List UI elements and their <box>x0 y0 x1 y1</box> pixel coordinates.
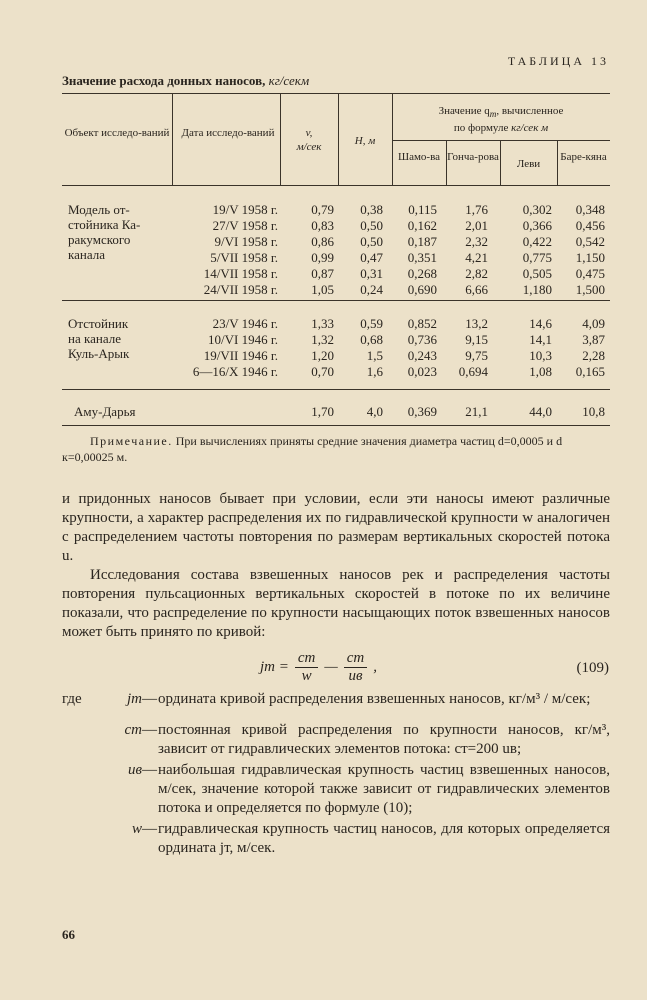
cell-q-levi: 14,6 <box>529 316 552 331</box>
cell-q-levi: 0,302 <box>522 202 552 217</box>
cell-q-shamov: 0,187 <box>407 234 437 249</box>
definitions-list <box>62 690 610 860</box>
header-subrule <box>392 140 610 141</box>
cell-q-barekyan: 0,348 <box>575 202 605 217</box>
cell-depth: 0,50 <box>360 218 383 233</box>
cell-date: 19/V 1958 г. <box>212 202 278 217</box>
cell-velocity: 0,87 <box>311 266 334 281</box>
paragraph-2: Исследования состава взвешенных наносов рек и распределения частоты повторения пульсационных вертикальных скоростей в потоке по их величине показали, что распределение по крупности насыщающих поток взвешенных наносов может быть принято по кривой: <box>62 567 610 640</box>
header-depth: H, м <box>354 135 376 147</box>
table-top-rule <box>62 93 610 94</box>
definition-item: cт — постоянная кривой распределения по крупности наносов, кг/м³, зависит от гидравлических элементов потока: cт=200 uв; <box>124 722 610 757</box>
object-label: Аму-Дарья <box>74 404 136 419</box>
cell-depth: 0,38 <box>360 202 383 217</box>
cell-q-shamov: 0,736 <box>407 332 437 347</box>
cell-q-barekyan: 0,542 <box>575 234 605 249</box>
cell-velocity: 1,32 <box>311 332 334 347</box>
table-group-divider <box>62 389 610 390</box>
cell-q-goncharov: 9,15 <box>465 332 488 347</box>
equation-number: (109) <box>576 660 609 676</box>
cell-depth: 0,68 <box>360 332 383 347</box>
table-caption: Значение расхода донных наносов, кг/секм <box>62 73 310 88</box>
definition-item: w — гидравлическая крупность частиц наносов, для которых определяется ордината jт, м/сек. <box>131 821 610 856</box>
cell-q-levi: 0,775 <box>522 250 552 265</box>
cell-date: 9/VI 1958 г. <box>214 234 278 249</box>
cell-velocity: 1,33 <box>311 316 334 331</box>
cell-date: 27/V 1958 г. <box>212 218 278 233</box>
cell-q-shamov: 0,115 <box>408 202 437 217</box>
cell-depth: 0,24 <box>360 282 383 297</box>
cell-date: 6—16/X 1946 г. <box>192 364 278 379</box>
header-barekyan: Баре-кяна <box>560 151 607 163</box>
cell-q-goncharov: 21,1 <box>465 404 488 419</box>
cell-q-levi: 44,0 <box>529 404 552 419</box>
cell-q-levi: 1,08 <box>529 364 552 379</box>
header-shamov: Шамо-ва <box>397 151 441 163</box>
definition-item: где jт — ордината кривой распределения взвешенных наносов, кг/м³ / м/сек; <box>62 691 591 707</box>
cell-q-goncharov: 2,01 <box>465 218 488 233</box>
header-object: Объект исследо-ваний <box>64 127 170 139</box>
cell-q-shamov: 0,162 <box>407 218 437 233</box>
cell-q-barekyan: 10,8 <box>582 404 605 419</box>
cell-q-shamov: 0,023 <box>407 364 437 379</box>
cell-q-levi: 10,3 <box>529 348 552 363</box>
cell-q-barekyan: 2,28 <box>582 348 605 363</box>
cell-velocity: 0,70 <box>311 364 334 379</box>
header-group: Значение $q_т$, вычисленное по формуле кг/сек м <box>438 105 564 135</box>
cell-q-shamov: 0,369 <box>407 404 437 419</box>
cell-q-barekyan: 3,87 <box>582 332 605 347</box>
cell-date: 19/VII 1946 г. <box>203 348 278 363</box>
table-header-rule <box>62 185 610 186</box>
cell-velocity: 0,99 <box>311 250 334 265</box>
definition-item: uв — наибольшая гидравлическая крупность частиц взвешенных наносов, м/сек, значение которой также зависит от гидравлических элементов потока и определяется по формуле (10); <box>127 762 610 816</box>
cell-date: 14/VII 1958 г. <box>203 266 278 281</box>
cell-velocity: 0,79 <box>311 202 334 217</box>
cell-q-goncharov: 2,82 <box>465 266 488 281</box>
header-goncharov: Гонча-рова <box>447 151 499 163</box>
table-note: Примечание. При вычислениях приняты средние значения диаметра частиц d=0,0005 и d к=0,00025 м. <box>62 434 563 464</box>
cell-q-barekyan: 0,456 <box>575 218 605 233</box>
cell-q-levi: 14,1 <box>529 332 552 347</box>
cell-depth: 0,31 <box>360 266 383 281</box>
cell-q-shamov: 0,351 <box>407 250 437 265</box>
object-label: Модель от- стойника Ка- ракумского канала <box>68 202 141 262</box>
formula-109: jт = $\frac{cт}{w}$ — $\frac{cт}{uв}$ , <box>260 650 377 684</box>
cell-q-levi: 0,505 <box>522 266 552 281</box>
cell-velocity: 0,83 <box>311 218 334 233</box>
cell-q-barekyan: 4,09 <box>582 316 605 331</box>
cell-q-goncharov: 2,32 <box>465 234 488 249</box>
cell-q-goncharov: 1,76 <box>465 202 488 217</box>
cell-q-shamov: 0,268 <box>407 266 437 281</box>
cell-depth: 1,5 <box>366 348 383 363</box>
header-divider <box>172 93 173 185</box>
header-velocity: v, м/сек <box>296 127 322 153</box>
table-bottom-rule <box>62 425 610 426</box>
cell-q-goncharov: 6,66 <box>465 282 488 297</box>
cell-q-shamov: 0,852 <box>407 316 437 331</box>
cell-q-levi: 0,366 <box>522 218 552 233</box>
cell-depth: 0,47 <box>360 250 383 265</box>
cell-depth: 0,50 <box>360 234 383 249</box>
cell-depth: 0,59 <box>360 316 383 331</box>
page-number: 66 <box>62 927 75 942</box>
cell-date: 24/VII 1958 г. <box>203 282 278 297</box>
cell-q-goncharov: 9,75 <box>465 348 488 363</box>
object-label: Отстойник на канале Куль-Арык <box>68 316 130 361</box>
cell-q-shamov: 0,690 <box>407 282 437 297</box>
cell-q-barekyan: 1,500 <box>575 282 605 297</box>
table-group-divider <box>62 300 610 301</box>
cell-q-goncharov: 13,2 <box>465 316 488 331</box>
cell-date: 10/VI 1946 г. <box>208 332 278 347</box>
cell-q-levi: 1,180 <box>522 282 552 297</box>
cell-date: 5/VII 1958 г. <box>210 250 278 265</box>
cell-velocity: 1,05 <box>311 282 334 297</box>
header-date: Дата исследо-ваний <box>181 127 275 139</box>
cell-q-levi: 0,422 <box>522 234 552 249</box>
paragraph-1: и придонных наносов бывает при условии, если эти наносы имеют различные крупности, а характер распределения их по гидравлической крупности w аналогичен с распределением частоты повторения по размерам вертикальных скоростей потока u. <box>62 491 610 564</box>
cell-q-barekyan: 0,475 <box>575 266 605 281</box>
cell-q-shamov: 0,243 <box>407 348 437 363</box>
cell-date: 23/V 1946 г. <box>212 316 278 331</box>
cell-q-barekyan: 1,150 <box>575 250 605 265</box>
header-levi: Леви <box>516 158 541 170</box>
cell-velocity: 1,70 <box>311 404 334 419</box>
cell-depth: 4,0 <box>366 404 383 419</box>
cell-depth: 1,6 <box>366 364 383 379</box>
cell-q-barekyan: 0,165 <box>575 364 605 379</box>
table-number: ТАБЛИЦА 13 <box>507 54 609 68</box>
cell-q-goncharov: 0,694 <box>458 364 488 379</box>
cell-velocity: 0,86 <box>311 234 334 249</box>
cell-q-goncharov: 4,21 <box>465 250 488 265</box>
cell-velocity: 1,20 <box>311 348 334 363</box>
